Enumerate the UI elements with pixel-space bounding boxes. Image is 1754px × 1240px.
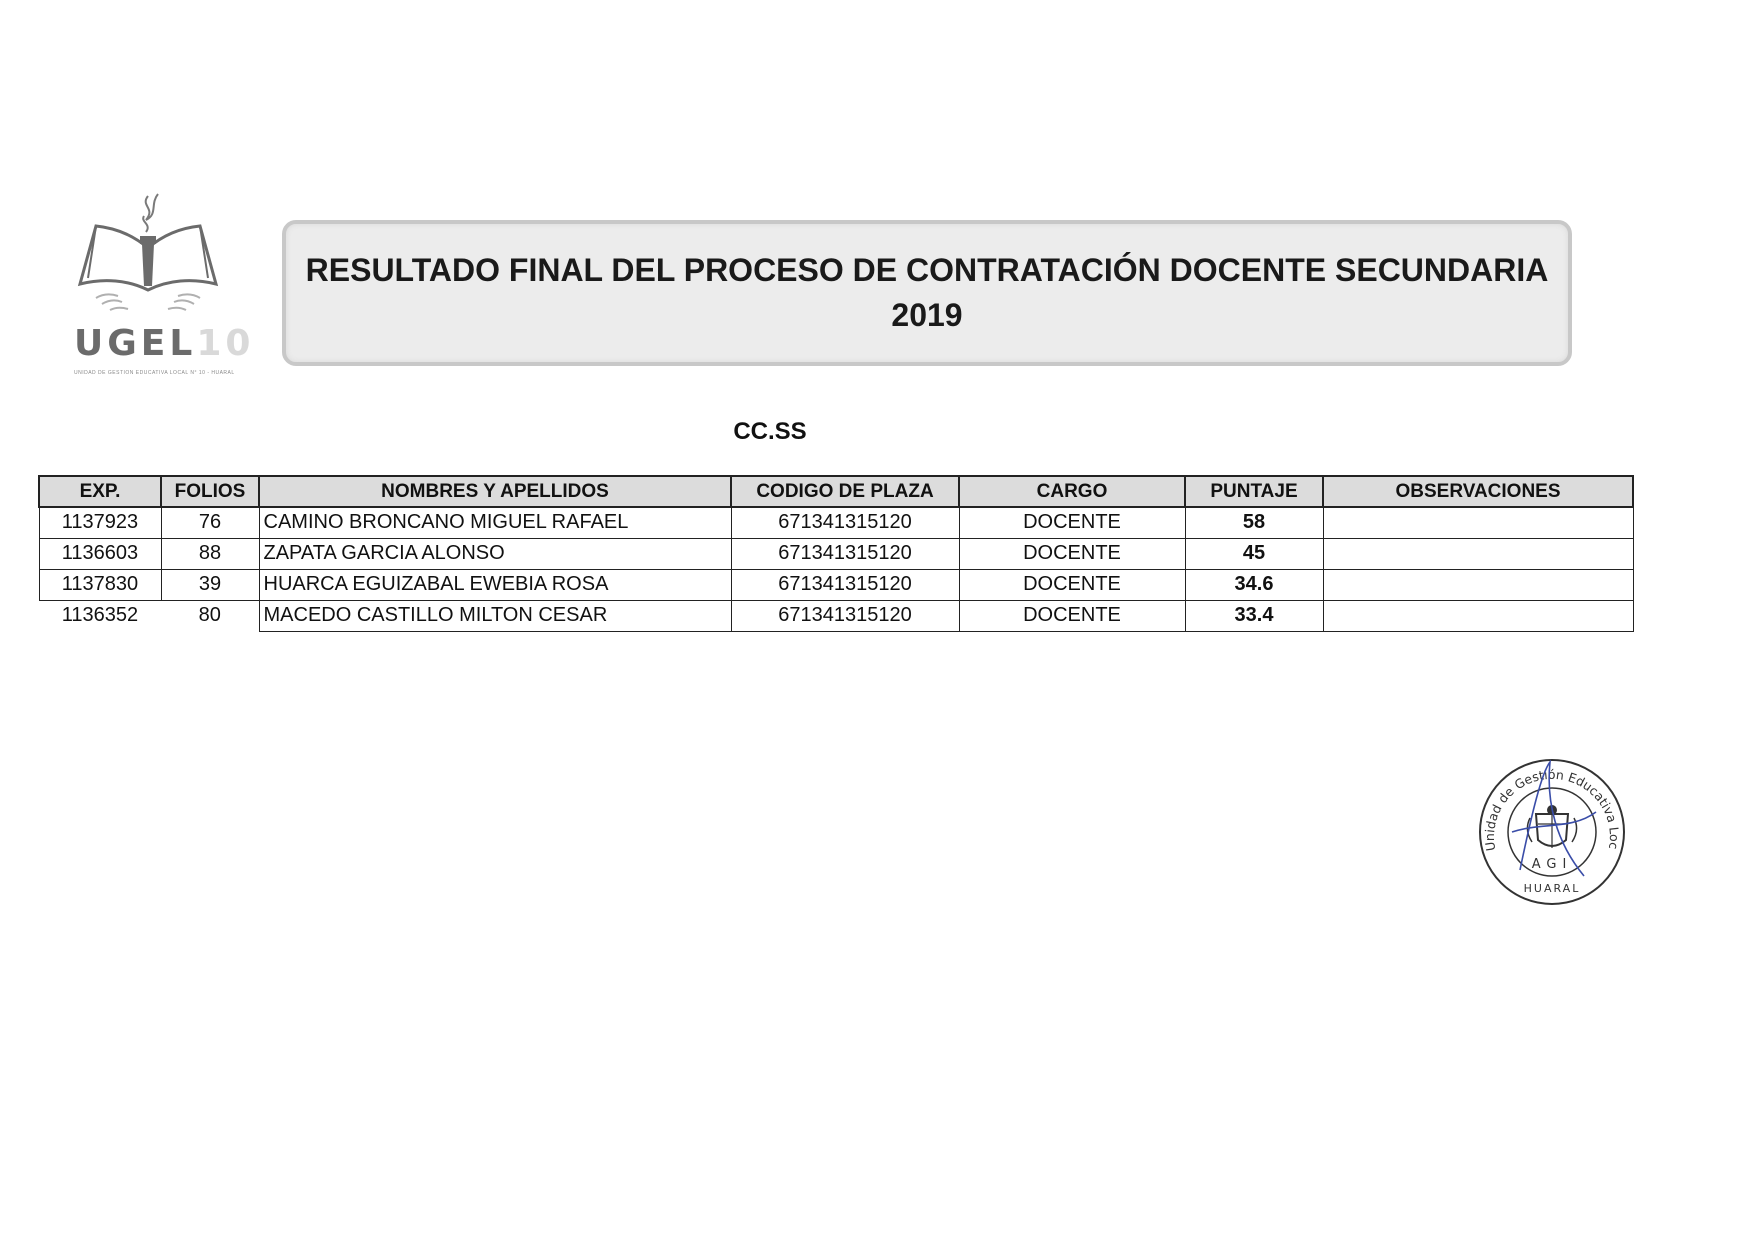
- section-heading: CC.SS: [733, 418, 807, 445]
- cell-folios: 80: [198, 604, 221, 627]
- torch-book-icon: [66, 186, 230, 326]
- seal-ring-text: Unidad de Gestión Educativa Loc: [1481, 766, 1623, 853]
- official-seal: [1472, 752, 1632, 912]
- header-codigo: CODIGO DE PLAZA: [731, 476, 959, 507]
- cell-cargo: DOCENTE: [959, 538, 1185, 569]
- table-header-row: [39, 476, 1633, 507]
- cell-observaciones: [1323, 507, 1633, 538]
- cell-cargo: DOCENTE: [959, 600, 1185, 631]
- cell-nombres: ZAPATA GARCIA ALONSO: [259, 538, 731, 569]
- cell-puntaje: 33.4: [1185, 600, 1323, 631]
- cell-codigo: 671341315120: [731, 569, 959, 600]
- cell-cargo: DOCENTE: [959, 507, 1185, 538]
- header-puntaje: PUNTAJE: [1185, 476, 1323, 507]
- cell-observaciones: [1323, 600, 1633, 631]
- seal-center-text: AGI: [1531, 857, 1573, 872]
- table-row: [39, 600, 1633, 631]
- cell-cargo: DOCENTE: [959, 569, 1185, 600]
- cell-folios: 39: [161, 569, 259, 600]
- cell-puntaje: 45: [1185, 538, 1323, 569]
- title-line-1: RESULTADO FINAL DEL PROCESO DE CONTRATACIÓN DOCENTE SECUNDARIA: [305, 252, 1549, 289]
- header-folios: FOLIOS: [161, 476, 259, 507]
- header-exp: EXP.: [39, 476, 161, 507]
- seal-bottom-text: HUARAL: [1523, 882, 1581, 895]
- cell-codigo: 671341315120: [731, 507, 959, 538]
- cell-folios: 88: [161, 538, 259, 569]
- cell-folios: 76: [161, 507, 259, 538]
- cell-puntaje: 34.6: [1185, 569, 1323, 600]
- cell-exp: 1137923: [39, 507, 161, 538]
- logo-wordmark: UGEL10: [74, 323, 255, 364]
- cell-puntaje: 58: [1185, 507, 1323, 538]
- cell-nombres: MACEDO CASTILLO MILTON CESAR: [259, 600, 731, 631]
- cell-observaciones: [1323, 569, 1633, 600]
- seal-stamp-icon: [1472, 752, 1632, 912]
- page-title: [286, 248, 1568, 338]
- cell-exp: 1137830: [39, 569, 161, 600]
- cell-nombres: CAMINO BRONCANO MIGUEL RAFAEL: [259, 507, 731, 538]
- results-table: [38, 475, 1634, 632]
- cell-exp: 1136603: [39, 538, 161, 569]
- cell-exp: 1136352: [61, 604, 139, 627]
- cell-observaciones: [1323, 538, 1633, 569]
- cell-nombres: HUARCA EGUIZABAL EWEBIA ROSA: [259, 569, 731, 600]
- title-box: [282, 220, 1572, 366]
- table-row: [39, 538, 1633, 569]
- header-nombres: NOMBRES Y APELLIDOS: [259, 476, 731, 507]
- header-observaciones: OBSERVACIONES: [1323, 476, 1633, 507]
- table-row: [39, 507, 1633, 538]
- header-cargo: CARGO: [959, 476, 1185, 507]
- logo-subtitle: UNIDAD DE GESTION EDUCATIVA LOCAL N° 10 - HUARAL: [74, 370, 235, 376]
- table-row: [39, 569, 1633, 600]
- cell-codigo: 671341315120: [731, 600, 959, 631]
- ugel-logo: [66, 186, 255, 386]
- title-line-2: 2019: [891, 297, 963, 333]
- cell-codigo: 671341315120: [731, 538, 959, 569]
